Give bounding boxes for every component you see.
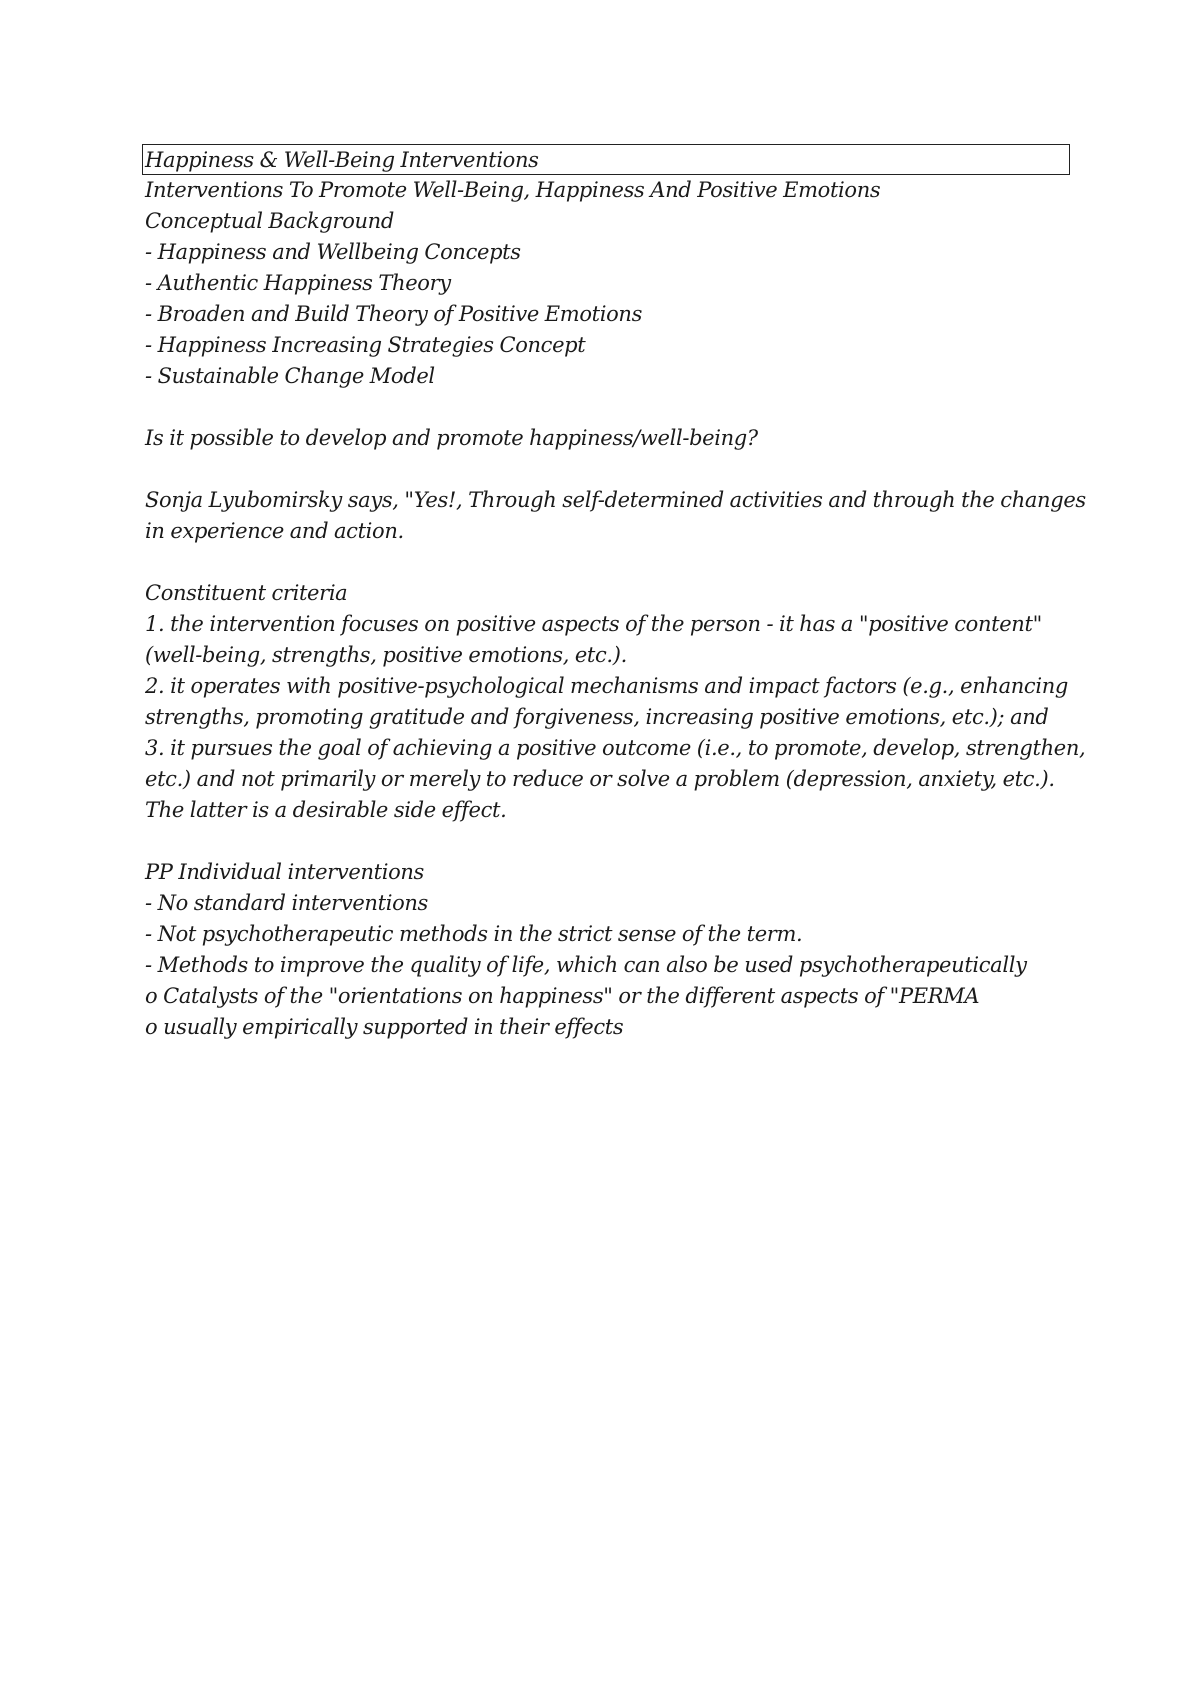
criteria-label: Constituent criteria xyxy=(145,581,348,605)
list-item: - Methods to improve the quality of life, which can also be used psychotherapeutically xyxy=(145,953,1027,977)
quote-line: in experience and action. xyxy=(145,519,404,543)
background-list xyxy=(145,237,1075,392)
pp-label: PP Individual interventions xyxy=(145,860,424,884)
criteria-line: 1. the intervention focuses on positive aspects of the person - it has a "positive content" xyxy=(145,612,1042,636)
list-item: - No standard interventions xyxy=(145,891,428,915)
list-item: - Sustainable Change Model xyxy=(145,364,435,388)
pp-list xyxy=(145,888,1075,1043)
blank-line xyxy=(145,454,1075,485)
list-item: - Happiness Increasing Strategies Concept xyxy=(145,333,586,357)
list-item: - Broaden and Build Theory of Positive Emotions xyxy=(145,302,642,326)
criteria-list xyxy=(145,609,1086,826)
list-item: - Authentic Happiness Theory xyxy=(145,271,451,295)
blank-line xyxy=(145,392,1075,423)
quote-line: Sonja Lyubomirsky says, "Yes!, Through self-determined activities and through the changes xyxy=(145,488,1086,512)
list-item: o Catalysts of the "orientations on happiness" or the different aspects of "PERMA xyxy=(145,984,980,1008)
list-item: - Happiness and Wellbeing Concepts xyxy=(145,240,521,264)
list-item: o usually empirically supported in their effects xyxy=(145,1015,624,1039)
document-body xyxy=(145,144,1086,1043)
document-heading: Interventions To Promote Well-Being, Happiness And Positive Emotions xyxy=(145,178,881,202)
criteria-line: 2. it operates with positive-psychological mechanisms and impact factors (e.g., enhancing xyxy=(145,674,1068,698)
document-title: Happiness & Well-Being Interventions xyxy=(142,144,1070,175)
background-label: Conceptual Background xyxy=(145,209,394,233)
criteria-line: etc.) and not primarily or merely to reduce or solve a problem (depression, anxiety, etc.). xyxy=(145,767,1055,791)
quote-paragraph xyxy=(145,485,1086,547)
criteria-line: 3. it pursues the goal of achieving a positive outcome (i.e., to promote, develop, strengthen, xyxy=(145,736,1086,760)
criteria-line: strengths, promoting gratitude and forgiveness, increasing positive emotions, etc.); and xyxy=(145,705,1049,729)
criteria-line: (well-being, strengths, positive emotions, etc.). xyxy=(145,643,627,667)
criteria-line: The latter is a desirable side effect. xyxy=(145,798,507,822)
blank-line xyxy=(145,547,1075,578)
blank-line xyxy=(145,826,1075,857)
list-item: - Not psychotherapeutic methods in the strict sense of the term. xyxy=(145,922,803,946)
question-paragraph: Is it possible to develop and promote happiness/well-being? xyxy=(145,426,758,450)
